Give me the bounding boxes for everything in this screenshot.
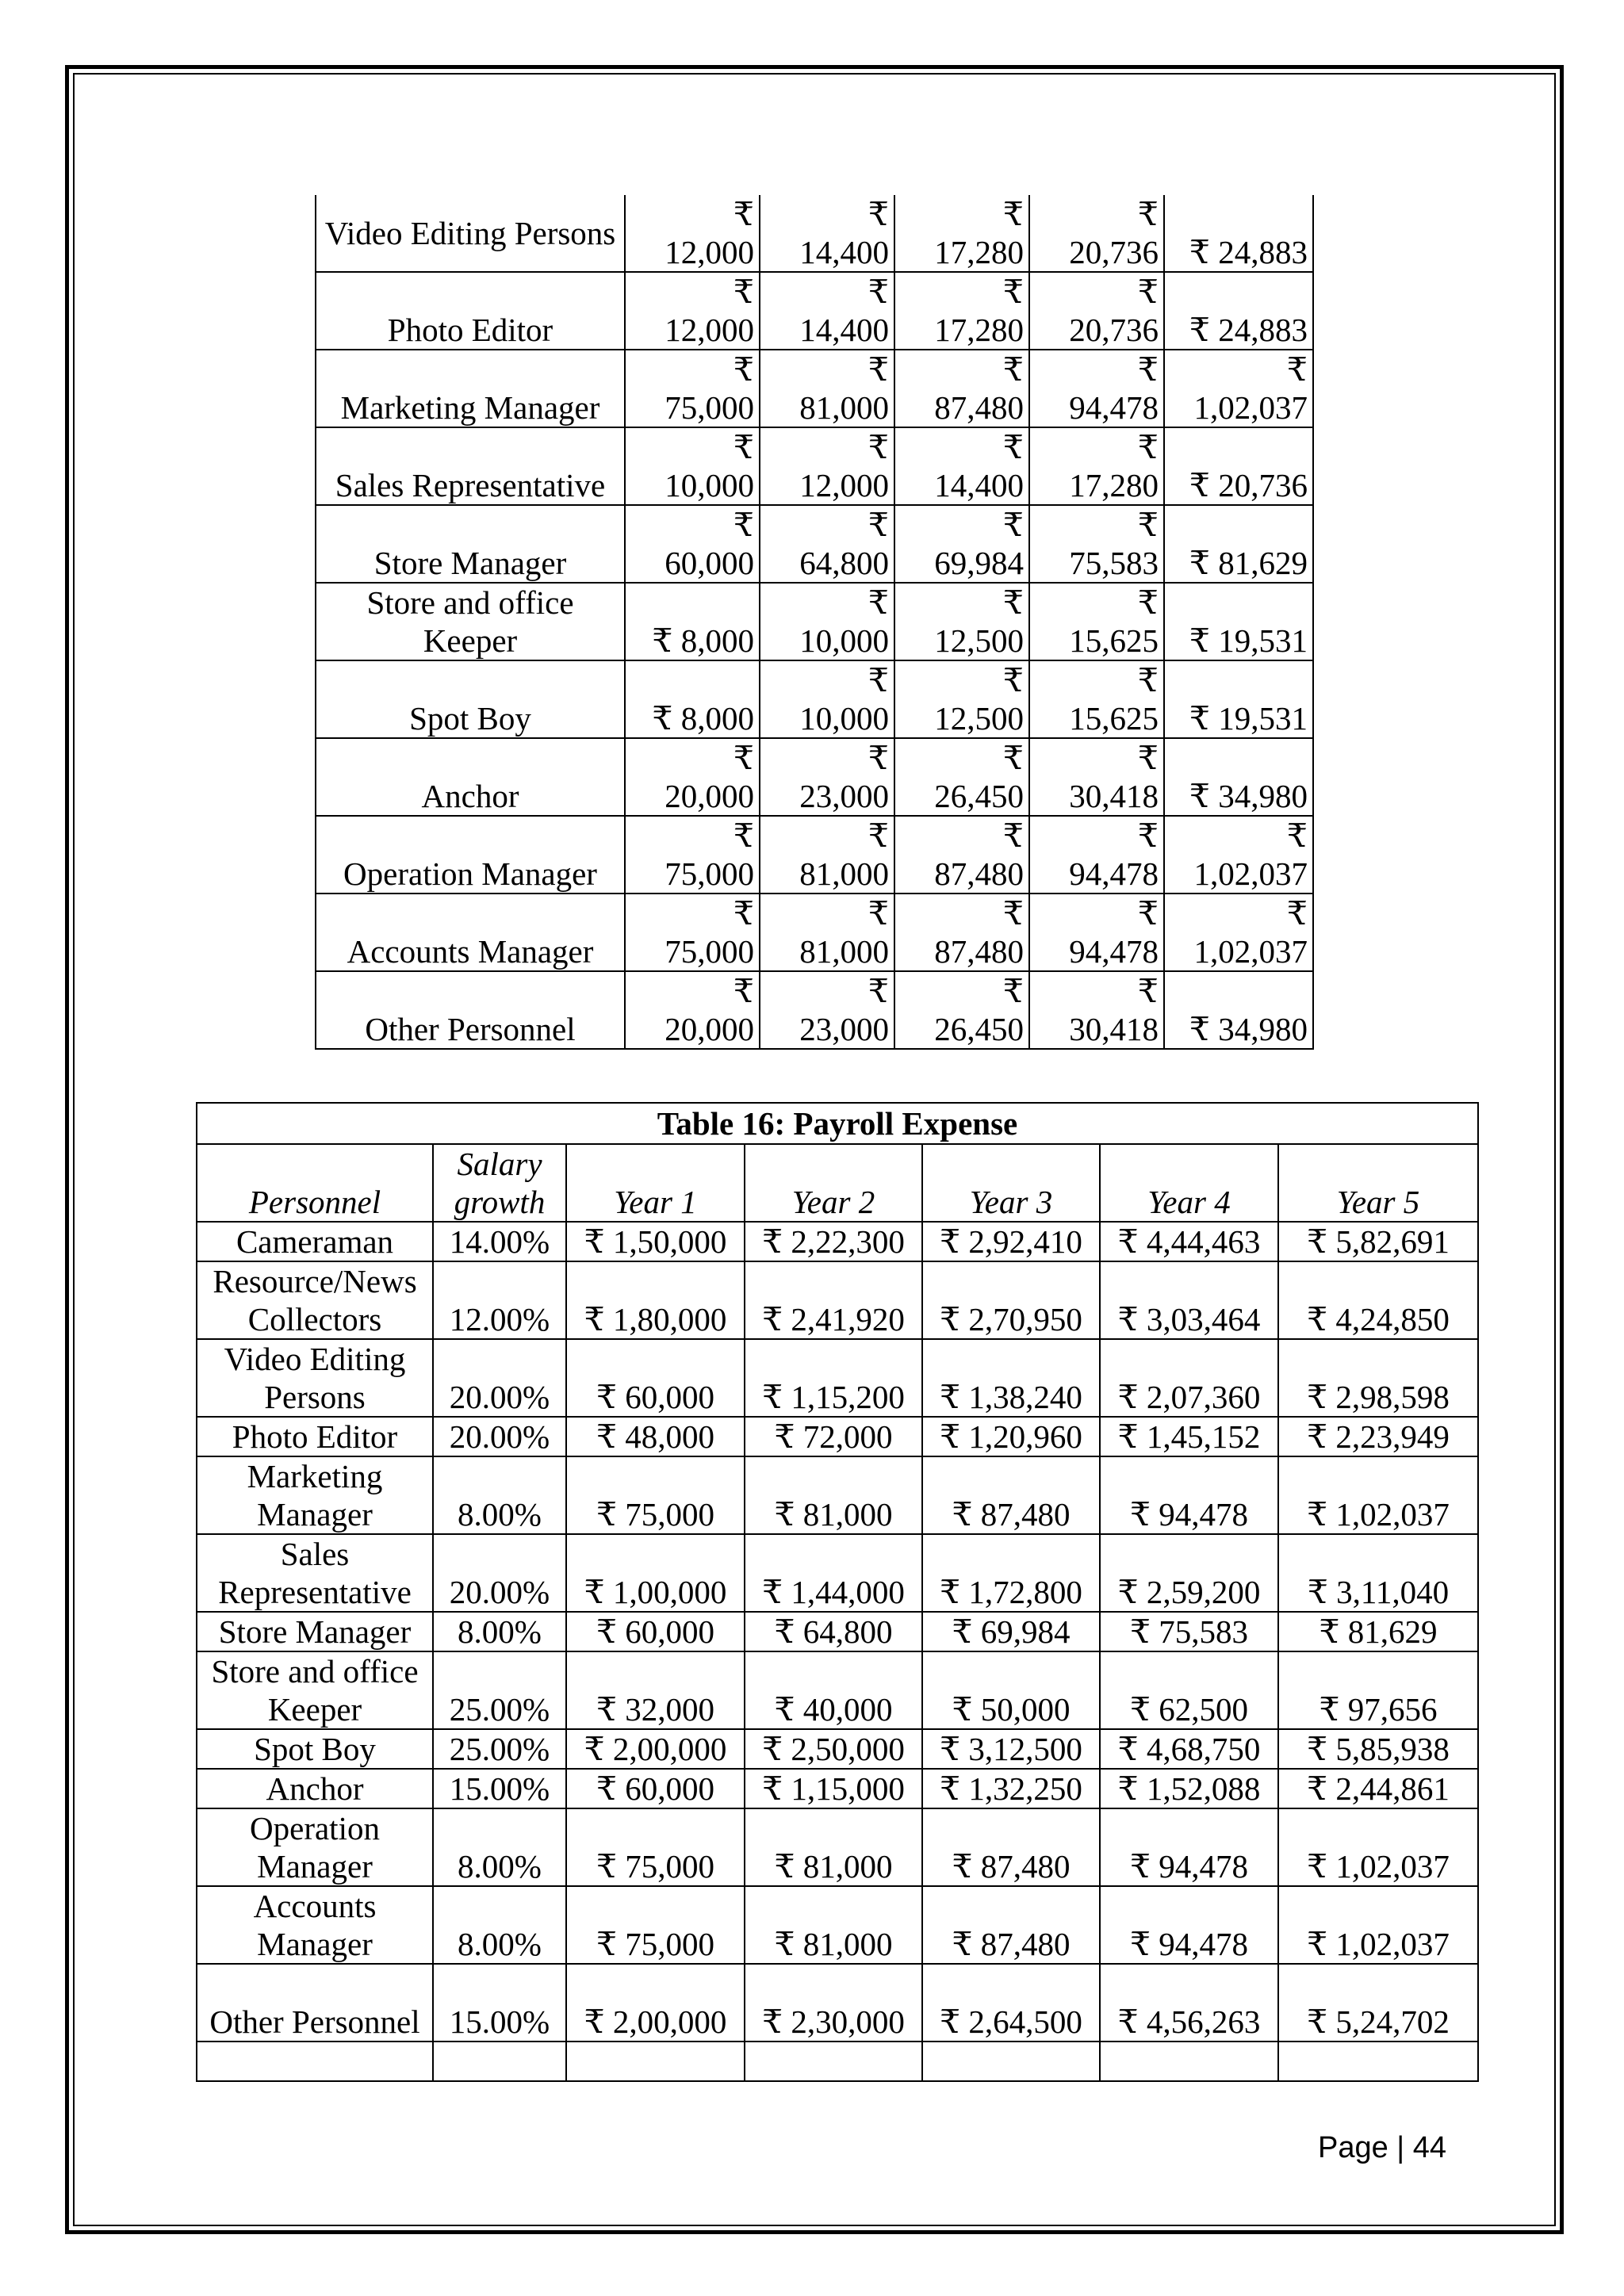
personnel-name: Other Personnel xyxy=(197,1964,433,2042)
salary-growth: 14.00% xyxy=(433,1222,566,1261)
year-3-amount: ₹ 1,38,240 xyxy=(922,1339,1100,1417)
amount-cell: ₹ 14,400 xyxy=(760,195,894,272)
personnel-name: Resource/News Collectors xyxy=(197,1261,433,1339)
year-4-amount: ₹ 75,583 xyxy=(1100,1612,1278,1651)
salary-growth: 8.00% xyxy=(433,1612,566,1651)
salary-growth: 25.00% xyxy=(433,1729,566,1769)
personnel-name: Anchor xyxy=(316,738,625,816)
personnel-name: Cameraman xyxy=(197,1222,433,1261)
year-4-amount: ₹ 4,56,263 xyxy=(1100,1964,1278,2042)
amount-cell: ₹ 12,500 xyxy=(894,660,1029,738)
personnel-name: Accounts Manager xyxy=(197,1886,433,1964)
table-row xyxy=(197,1261,1478,1339)
personnel-name: Store and office Keeper xyxy=(197,1651,433,1729)
amount-cell: ₹ 20,736 xyxy=(1029,272,1164,350)
amount-cell: ₹ 20,000 xyxy=(625,738,760,816)
table-row xyxy=(197,1222,1478,1261)
salary-growth: 15.00% xyxy=(433,1964,566,2042)
year-4-amount: ₹ 3,03,464 xyxy=(1100,1261,1278,1339)
year-2-amount: ₹ 2,41,920 xyxy=(745,1261,922,1339)
personnel-name: Marketing Manager xyxy=(316,350,625,427)
personnel-name: Photo Editor xyxy=(316,272,625,350)
year-5-amount: ₹ 2,44,861 xyxy=(1278,1769,1478,1808)
personnel-name: Operation Manager xyxy=(316,816,625,894)
header-year-2: Year 2 xyxy=(745,1144,922,1222)
table-row xyxy=(316,583,1313,660)
amount-cell: ₹ 17,280 xyxy=(1029,427,1164,505)
amount-cell: ₹ 10,000 xyxy=(760,583,894,660)
amount-cell: ₹ 87,480 xyxy=(894,816,1029,894)
table-row xyxy=(316,816,1313,894)
table-row xyxy=(316,660,1313,738)
year-1-amount: ₹ 1,50,000 xyxy=(566,1222,745,1261)
amount-cell: ₹ 1,02,037 xyxy=(1164,894,1313,971)
personnel-name: Other Personnel xyxy=(316,971,625,1049)
amount-cell: ₹ 10,000 xyxy=(760,660,894,738)
table-row xyxy=(197,1534,1478,1612)
year-3-amount: ₹ 87,480 xyxy=(922,1886,1100,1964)
header-year-1: Year 1 xyxy=(566,1144,745,1222)
year-3-amount: ₹ 1,20,960 xyxy=(922,1417,1100,1456)
table-row xyxy=(197,1886,1478,1964)
amount-cell: ₹ 14,400 xyxy=(894,427,1029,505)
table-row xyxy=(316,195,1313,272)
header-year-4: Year 4 xyxy=(1100,1144,1278,1222)
amount-cell: ₹ 81,000 xyxy=(760,894,894,971)
year-2-amount: ₹ 81,000 xyxy=(745,1808,922,1886)
year-4-amount: ₹ 2,07,360 xyxy=(1100,1339,1278,1417)
year-2-amount: ₹ 72,000 xyxy=(745,1417,922,1456)
year-1-amount: ₹ 60,000 xyxy=(566,1612,745,1651)
year-5-amount: ₹ 5,24,702 xyxy=(1278,1964,1478,2042)
year-2-amount: ₹ 1,44,000 xyxy=(745,1534,922,1612)
salary-growth: 20.00% xyxy=(433,1339,566,1417)
salary-growth: 8.00% xyxy=(433,1886,566,1964)
year-2-amount: ₹ 2,50,000 xyxy=(745,1729,922,1769)
header-year-5: Year 5 xyxy=(1278,1144,1478,1222)
year-1-amount: ₹ 48,000 xyxy=(566,1417,745,1456)
year-1-amount: ₹ 75,000 xyxy=(566,1808,745,1886)
amount-cell: ₹ 1,02,037 xyxy=(1164,350,1313,427)
table-row xyxy=(316,427,1313,505)
amount-cell: ₹ 26,450 xyxy=(894,738,1029,816)
table-row xyxy=(197,1612,1478,1651)
amount-cell: ₹ 34,980 xyxy=(1164,738,1313,816)
year-1-amount: ₹ 1,80,000 xyxy=(566,1261,745,1339)
amount-cell: ₹ 94,478 xyxy=(1029,894,1164,971)
year-4-amount: ₹ 94,478 xyxy=(1100,1886,1278,1964)
table-row xyxy=(316,272,1313,350)
amount-cell: ₹ 20,000 xyxy=(625,971,760,1049)
amount-cell: ₹ 12,000 xyxy=(625,272,760,350)
amount-cell: ₹ 24,883 xyxy=(1164,272,1313,350)
personnel-name: Operation Manager xyxy=(197,1808,433,1886)
amount-cell: ₹ 64,800 xyxy=(760,505,894,583)
year-5-amount: ₹ 4,24,850 xyxy=(1278,1261,1478,1339)
year-5-amount: ₹ 5,85,938 xyxy=(1278,1729,1478,1769)
table-row xyxy=(316,505,1313,583)
table-row xyxy=(197,1964,1478,2042)
personnel-name: Store Manager xyxy=(197,1612,433,1651)
amount-cell: ₹ 94,478 xyxy=(1029,816,1164,894)
amount-cell: ₹ 60,000 xyxy=(625,505,760,583)
year-3-amount: ₹ 1,32,250 xyxy=(922,1769,1100,1808)
amount-cell: ₹ 12,000 xyxy=(760,427,894,505)
amount-cell: ₹ 10,000 xyxy=(625,427,760,505)
table-row xyxy=(197,1456,1478,1534)
amount-cell: ₹ 12,000 xyxy=(625,195,760,272)
year-3-amount: ₹ 87,480 xyxy=(922,1456,1100,1534)
table-row xyxy=(316,738,1313,816)
personnel-name: Sales Representative xyxy=(316,427,625,505)
amount-cell: ₹ 19,531 xyxy=(1164,583,1313,660)
year-5-amount: ₹ 1,02,037 xyxy=(1278,1808,1478,1886)
year-1-amount: ₹ 32,000 xyxy=(566,1651,745,1729)
year-4-amount: ₹ 2,59,200 xyxy=(1100,1534,1278,1612)
year-1-amount: ₹ 1,00,000 xyxy=(566,1534,745,1612)
amount-cell: ₹ 24,883 xyxy=(1164,195,1313,272)
year-2-amount: ₹ 81,000 xyxy=(745,1886,922,1964)
amount-cell: ₹ 8,000 xyxy=(625,583,760,660)
salary-growth: 20.00% xyxy=(433,1534,566,1612)
amount-cell: ₹ 17,280 xyxy=(894,195,1029,272)
table-row xyxy=(197,1769,1478,1808)
personnel-name: Store Manager xyxy=(316,505,625,583)
salary-growth: 25.00% xyxy=(433,1651,566,1729)
year-4-amount: ₹ 62,500 xyxy=(1100,1651,1278,1729)
table-row xyxy=(316,350,1313,427)
amount-cell: ₹ 20,736 xyxy=(1029,195,1164,272)
year-5-amount: ₹ 1,02,037 xyxy=(1278,1886,1478,1964)
year-1-amount: ₹ 2,00,000 xyxy=(566,1964,745,2042)
table-header-row xyxy=(197,1144,1478,1222)
year-1-amount: ₹ 75,000 xyxy=(566,1456,745,1534)
amount-cell: ₹ 81,000 xyxy=(760,350,894,427)
amount-cell: ₹ 75,000 xyxy=(625,816,760,894)
amount-cell: ₹ 23,000 xyxy=(760,971,894,1049)
amount-cell: ₹ 15,625 xyxy=(1029,583,1164,660)
amount-cell: ₹ 81,629 xyxy=(1164,505,1313,583)
amount-cell: ₹ 34,980 xyxy=(1164,971,1313,1049)
year-5-amount: ₹ 5,82,691 xyxy=(1278,1222,1478,1261)
table-row xyxy=(197,1417,1478,1456)
year-5-amount: ₹ 3,11,040 xyxy=(1278,1534,1478,1612)
personnel-name: Sales Representative xyxy=(197,1534,433,1612)
salary-growth: 8.00% xyxy=(433,1456,566,1534)
year-4-amount: ₹ 94,478 xyxy=(1100,1456,1278,1534)
year-1-amount: ₹ 60,000 xyxy=(566,1339,745,1417)
year-1-amount: ₹ 60,000 xyxy=(566,1769,745,1808)
year-4-amount: ₹ 1,45,152 xyxy=(1100,1417,1278,1456)
amount-cell: ₹ 87,480 xyxy=(894,894,1029,971)
year-3-amount: ₹ 3,12,500 xyxy=(922,1729,1100,1769)
year-3-amount: ₹ 87,480 xyxy=(922,1808,1100,1886)
year-2-amount: ₹ 81,000 xyxy=(745,1456,922,1534)
year-4-amount: ₹ 94,478 xyxy=(1100,1808,1278,1886)
salary-growth: 12.00% xyxy=(433,1261,566,1339)
year-3-amount: ₹ 2,64,500 xyxy=(922,1964,1100,2042)
year-3-amount: ₹ 2,92,410 xyxy=(922,1222,1100,1261)
amount-cell: ₹ 17,280 xyxy=(894,272,1029,350)
year-3-amount: ₹ 50,000 xyxy=(922,1651,1100,1729)
salary-growth: 20.00% xyxy=(433,1417,566,1456)
amount-cell: ₹ 14,400 xyxy=(760,272,894,350)
personnel-name: Marketing Manager xyxy=(197,1456,433,1534)
amount-cell: ₹ 26,450 xyxy=(894,971,1029,1049)
amount-cell: ₹ 15,625 xyxy=(1029,660,1164,738)
table-row xyxy=(197,1339,1478,1417)
year-2-amount: ₹ 1,15,200 xyxy=(745,1339,922,1417)
year-5-amount: ₹ 2,23,949 xyxy=(1278,1417,1478,1456)
year-2-amount: ₹ 2,22,300 xyxy=(745,1222,922,1261)
personnel-name: Spot Boy xyxy=(316,660,625,738)
amount-cell: ₹ 30,418 xyxy=(1029,971,1164,1049)
year-2-amount: ₹ 64,800 xyxy=(745,1612,922,1651)
amount-cell: ₹ 69,984 xyxy=(894,505,1029,583)
year-2-amount: ₹ 40,000 xyxy=(745,1651,922,1729)
amount-cell: ₹ 94,478 xyxy=(1029,350,1164,427)
personnel-name: Video Editing Persons xyxy=(197,1339,433,1417)
year-3-amount: ₹ 69,984 xyxy=(922,1612,1100,1651)
amount-cell: ₹ 8,000 xyxy=(625,660,760,738)
amount-cell: ₹ 1,02,037 xyxy=(1164,816,1313,894)
table-row xyxy=(316,894,1313,971)
salary-growth: 15.00% xyxy=(433,1769,566,1808)
header-year-3: Year 3 xyxy=(922,1144,1100,1222)
year-4-amount: ₹ 4,68,750 xyxy=(1100,1729,1278,1769)
personnel-name: Video Editing Persons xyxy=(316,195,625,272)
empty-row xyxy=(197,2042,1478,2081)
personnel-name: Photo Editor xyxy=(197,1417,433,1456)
amount-cell: ₹ 30,418 xyxy=(1029,738,1164,816)
year-1-amount: ₹ 2,00,000 xyxy=(566,1729,745,1769)
year-5-amount: ₹ 81,629 xyxy=(1278,1612,1478,1651)
salary-continuation-table xyxy=(315,195,1314,1050)
personnel-name: Spot Boy xyxy=(197,1729,433,1769)
year-3-amount: ₹ 1,72,800 xyxy=(922,1534,1100,1612)
payroll-expense-table xyxy=(196,1102,1479,2082)
header-salary-growth: Salary growth xyxy=(433,1144,566,1222)
amount-cell: ₹ 19,531 xyxy=(1164,660,1313,738)
amount-cell: ₹ 20,736 xyxy=(1164,427,1313,505)
personnel-name: Accounts Manager xyxy=(316,894,625,971)
table-row xyxy=(197,1729,1478,1769)
amount-cell: ₹ 87,480 xyxy=(894,350,1029,427)
table-row xyxy=(197,1651,1478,1729)
table-row xyxy=(316,971,1313,1049)
year-2-amount: ₹ 1,15,000 xyxy=(745,1769,922,1808)
personnel-name: Store and office Keeper xyxy=(316,583,625,660)
personnel-name: Anchor xyxy=(197,1769,433,1808)
header-personnel: Personnel xyxy=(197,1144,433,1222)
year-4-amount: ₹ 1,52,088 xyxy=(1100,1769,1278,1808)
amount-cell: ₹ 12,500 xyxy=(894,583,1029,660)
amount-cell: ₹ 75,583 xyxy=(1029,505,1164,583)
table-row xyxy=(197,1808,1478,1886)
amount-cell: ₹ 75,000 xyxy=(625,894,760,971)
amount-cell: ₹ 23,000 xyxy=(760,738,894,816)
year-3-amount: ₹ 2,70,950 xyxy=(922,1261,1100,1339)
year-1-amount: ₹ 75,000 xyxy=(566,1886,745,1964)
salary-growth: 8.00% xyxy=(433,1808,566,1886)
page-number: Page | 44 xyxy=(1318,2131,1447,2164)
amount-cell: ₹ 81,000 xyxy=(760,816,894,894)
table-title: Table 16: Payroll Expense xyxy=(197,1103,1478,1144)
year-5-amount: ₹ 1,02,037 xyxy=(1278,1456,1478,1534)
year-4-amount: ₹ 4,44,463 xyxy=(1100,1222,1278,1261)
year-5-amount: ₹ 2,98,598 xyxy=(1278,1339,1478,1417)
year-2-amount: ₹ 2,30,000 xyxy=(745,1964,922,2042)
year-5-amount: ₹ 97,656 xyxy=(1278,1651,1478,1729)
amount-cell: ₹ 75,000 xyxy=(625,350,760,427)
